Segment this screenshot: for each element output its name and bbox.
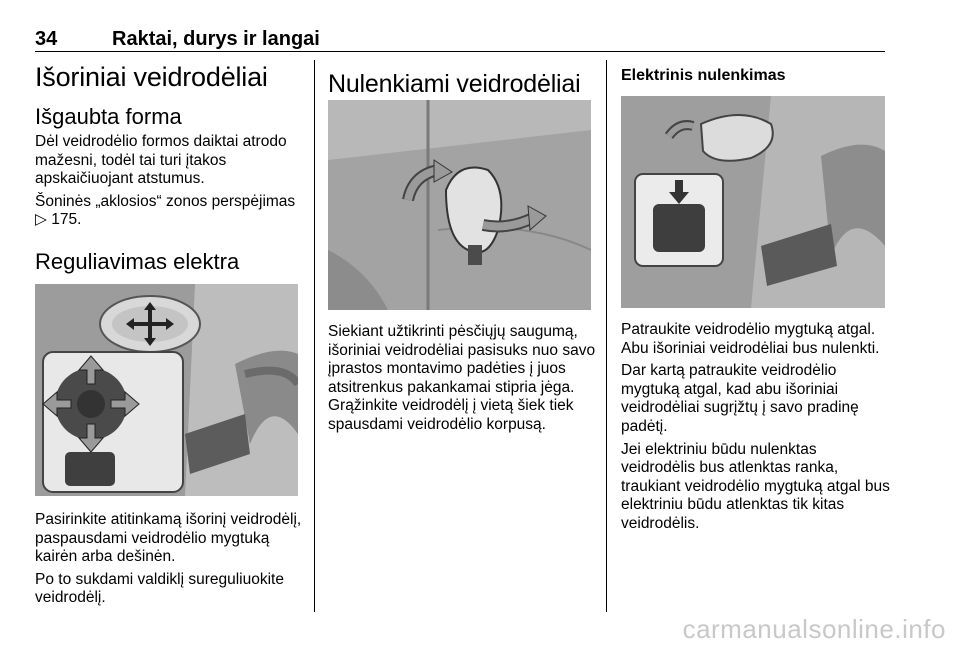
running-header-title: Raktai, durys ir langai xyxy=(112,28,320,50)
paragraph: Po to sukdami valdiklį sureguliuokite veidrodėlį. xyxy=(35,570,284,607)
column-middle-lower xyxy=(328,323,598,435)
paragraph: Siekiant užtikrinti pėsčiųjų saugumą, išoriniai veidrodėliai pasisuks nuo savo įprastos montavimo padėties į juos atsitrenkus pakankamai stipria jėga. Grąžinkite veidrodėlį į vietą šiek tiek spausdami veidrodėlio korpusą. xyxy=(328,323,596,433)
column-right xyxy=(621,52,891,86)
page-number: 34 xyxy=(35,28,58,50)
column-left-lower xyxy=(35,511,305,608)
subsection-title: Reguliavimas elektra xyxy=(35,248,240,274)
paragraph: Šoninės „aklosios“ zonos perspėjimas ▷ 175. xyxy=(35,192,296,229)
section-title: Nulenkiami veidrodėliai xyxy=(328,70,581,98)
paragraph: Jei elektriniu būdu nulenktas veidrodėlis bus atlenktas ranka, traukiant veidrodėlio mygtuką atgal bus elektriniu būdu atlenktas tik kitas veidrodėlis. xyxy=(621,440,890,532)
subsection-title: Išgaubta forma xyxy=(35,104,182,129)
folding-mirror-illustration xyxy=(328,100,591,310)
column-divider xyxy=(606,60,607,612)
column-divider xyxy=(314,60,315,612)
paragraph: Patraukite veidrodėlio mygtuką atgal. Abu išoriniai veidrodėliai bus nulenkti. xyxy=(621,321,880,357)
paragraph: Dėl veidrodėlio formos daiktai atrodo mažesni, todėl tai turi įtakos apskaičiuojant atstumus. xyxy=(35,133,287,188)
section-title: Elektrinis nulenkimas xyxy=(621,67,786,84)
electric-folding-illustration xyxy=(621,96,885,308)
watermark-text: carmanualsonline.info xyxy=(682,614,946,644)
paragraph: Pasirinkite atitinkamą išorinį veidrodėlį, paspausdami veidrodėlio mygtuką kairėn arba dešinėn. xyxy=(35,511,302,566)
column-left xyxy=(35,52,305,275)
mirror-adjust-illustration xyxy=(35,284,298,496)
section-title: Išoriniai veidrodėliai xyxy=(35,62,268,92)
paragraph: Dar kartą patraukite veidrodėlio mygtuką atgal, kad abu išoriniai veidrodėliai sugrįžtų į savo pradinę padėtį. xyxy=(621,362,859,435)
column-middle xyxy=(328,52,598,99)
column-right-lower xyxy=(621,321,891,534)
arrow-ref-icon: ▷ xyxy=(35,211,47,229)
